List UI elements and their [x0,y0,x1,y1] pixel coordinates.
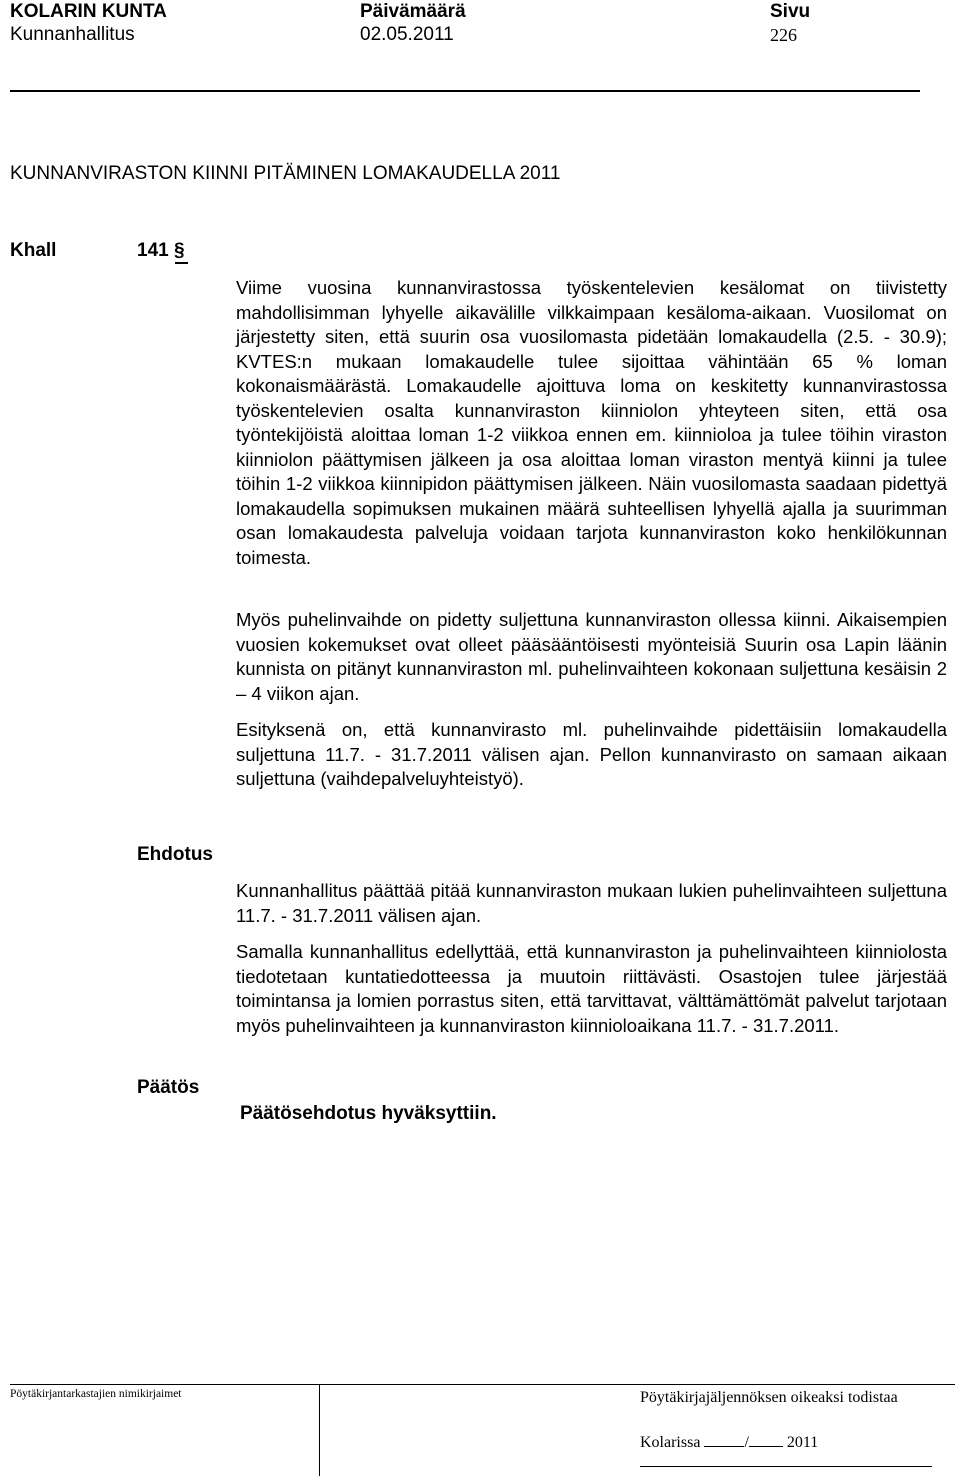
background-paragraph-1: Viime vuosina kunnanvirastossa työskentelevien kesälomat on tiivistetty mahdollisimman lyhyelle aikavälille vilkkaimpaan kesäloma-aikaan. Vuosilomat on järjestetty siten, että suurin osa vuosilomasta pidetään lomakaudella (2.5. - 30.9); KVTES:n mukaan lomakaudelle tulee sijoittaa vähintään 65 % loman kokonaismäärästä. Lomakaudelle ajoittuva loma on keskitetty kunnanvirastossa työskentelevien osalta kunnanviraston kiinniolon yhteyteen siten, että osa työntekijöistä aloittaa loman 1-2 viikkoa ennen em. kiinnioloa ja tulee töihin viraston kiinniolon päättymisen jälkeen ja osa aloittaa loman viraston mentyä kiinni ja tulee töihin 1-2 viikkoa kiinnipidon päättymisen jälkeen. Näin vuosilomasta saadaan pidettyä lomakaudella sopimuksen mukainen määrä suhteellisen lyhyellä ajalla ja suurimman osan lomakaudesta palveluja voidaan tarjota kunnanviraston koko henkilökunnan toimesta. [236,277,947,568]
footer-day-blank [704,1434,744,1447]
section-title: KUNNANVIRASTON KIINNI PITÄMINEN LOMAKAUDELLA 2011 [10,163,561,184]
footer-initials-label: Pöytäkirjantarkastajien nimikirjaimet [10,1388,182,1400]
proposal-paragraph-2: Samalla kunnanhallitus edellyttää, että kunnanviraston ja puhelinvaihteen kiinniolosta tiedotetaan kuntatiedotteessa ja muutoin riittävästi. Osastojen tulee järjestää toimintansa ja lomien porrastus siten, että tarvittavat, välttämättömät palvelut tarjotaan myös puhelinvaihteen ja kunnanviraston kiinnioloaikana 11.7. - 31.7.2011. [236,941,947,1036]
date-label: Päivämäärä [360,1,466,22]
page-number: 226 [770,25,797,45]
meeting-date: 02.05.2011 [360,24,454,45]
footer-rule [10,1384,955,1385]
decision-text: Päätösehdotus hyväksyttiin. [240,1103,497,1124]
proposal-paragraph-1: Kunnanhallitus päättää pitää kunnanviraston mukaan lukien puhelinvaihteen suljettuna 11.7. - 31.7.2011 välisen ajan. [236,880,947,926]
footer-signature-line [640,1466,932,1467]
footer-divider [319,1384,320,1476]
meeting-body: Kunnanhallitus [10,24,135,45]
footer-slash: / [744,1434,749,1451]
org-name: KOLARIN KUNTA [10,1,167,22]
header-rule [10,90,920,92]
page-label: Sivu [770,1,811,22]
item-number-underline [175,262,188,264]
background-paragraph-2: Myös puhelinvaihde on pidetty suljettuna kunnanviraston ollessa kiinni. Aikaisempien vuosien kokemukset ovat olleet pääsääntöisesti myönteisiä Suurin osa Lapin läänin kunnista on pitänyt kunnanviraston ml. puhelinvaihteen kokonaan suljettuna kesäisin 2 – 4 viikon ajan. [236,609,947,704]
decision-label: Päätös [137,1077,200,1098]
item-number: 141 § [137,240,185,261]
proposal-label: Ehdotus [137,844,213,865]
footer-place-date [640,1434,818,1452]
item-body: Khall [10,240,57,261]
footer-certify-label: Pöytäkirjajäljennöksen oikeaksi todistaa [640,1389,898,1406]
footer-year: 2011 [786,1434,819,1451]
background-paragraph-3: Esityksenä on, että kunnanvirasto ml. puhelinvaihde pidettäisiin lomakaudella suljettuna 11.7. - 31.7.2011 välisen ajan. Pellon kunnanvirasto on samaan aikaan suljettuna (vaihdepalveluyhteistyö). [236,719,947,789]
footer-place: Kolarissa [640,1434,701,1451]
footer-month-blank [749,1434,783,1447]
